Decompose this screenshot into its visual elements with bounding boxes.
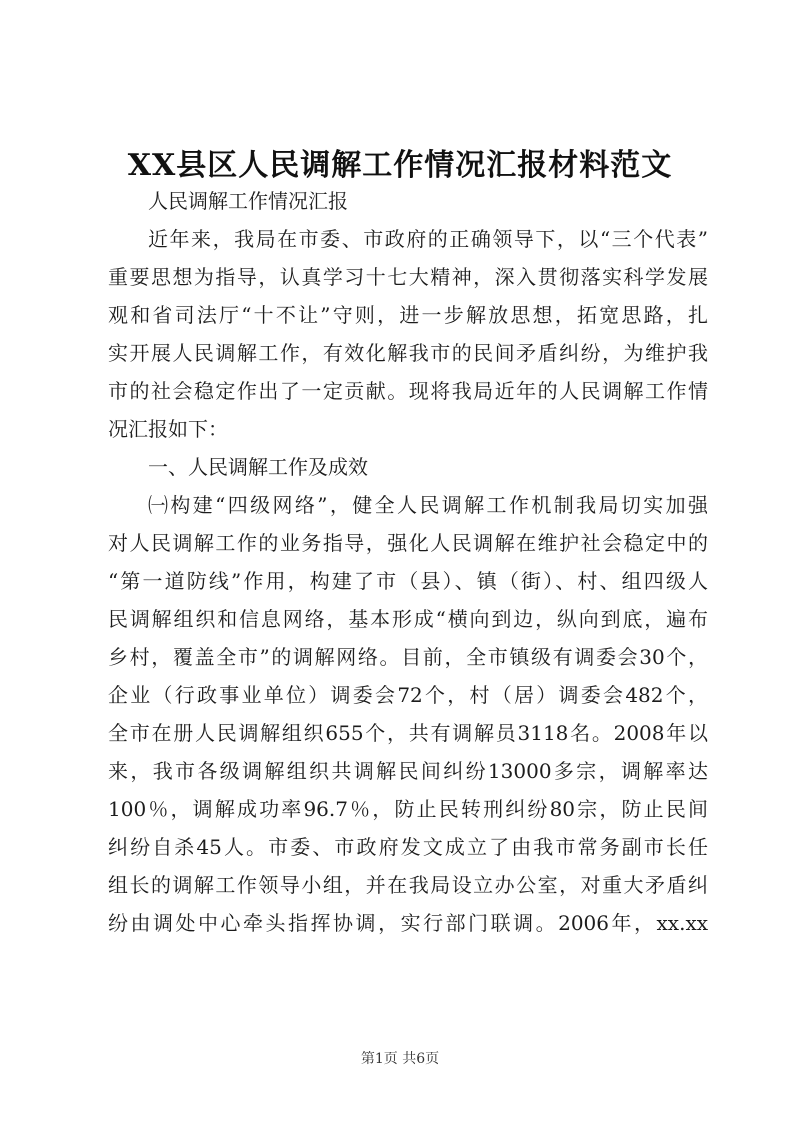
page-number-footer: 第1页 共6页 [360,1051,440,1067]
paragraph-line: ㈠构建“四级网络”，健全人民调解工作机制我局切实加强 [148,493,708,517]
paragraph-line: 纷由调处中心牵头指挥协调，实行部门联调。2006年，xx.xx [108,911,708,935]
paragraph-line: 实开展人民调解工作，有效化解我市的民间矛盾纠纷，为维护我 [108,341,708,365]
paragraph-line: 民调解组织和信息网络，基本形成“横向到边，纵向到底，遍布 [108,607,708,631]
document-body [108,182,708,942]
paragraph-line: 况汇报如下： [108,417,228,441]
paragraph-line: 对人民调解工作的业务指导，强化人民调解在维护社会稳定中的 [108,531,708,555]
document-title: XX县区人民调解工作情况汇报材料范文 [127,148,673,183]
paragraph-line: 纠纷自杀45人。市委、市政府发文成立了由我市常务副市长任 [108,835,708,859]
paragraph-line: 组长的调解工作领导小组，并在我局设立办公室，对重大矛盾纠 [108,873,708,897]
paragraph-line: 市的社会稳定作出了一定贡献。现将我局近年的人民调解工作情 [108,379,708,403]
paragraph-line: 乡村，覆盖全市”的调解网络。目前，全市镇级有调委会30个， [108,645,708,669]
subtitle-line: 人民调解工作情况汇报 [148,189,348,213]
section-heading: 一、人民调解工作及成效 [148,455,368,479]
paragraph-line: 企业（行政事业单位）调委会72个，村（居）调委会482个， [108,683,708,707]
paragraph-line: “第一道防线”作用，构建了市（县）、镇（街）、村、组四级人 [108,569,708,593]
paragraph-line: 近年来，我局在市委、市政府的正确领导下，以“三个代表” [148,227,708,251]
paragraph-line: 100％，调解成功率96.7％，防止民转刑纠纷80宗，防止民间 [108,797,708,821]
paragraph-line: 重要思想为指导，认真学习十七大精神，深入贯彻落实科学发展 [108,265,708,289]
paragraph-line: 来，我市各级调解组织共调解民间纠纷13000多宗，调解率达 [108,759,708,783]
paragraph-line: 全市在册人民调解组织655个，共有调解员3118名。2008年以 [108,721,708,745]
paragraph-line: 观和省司法厅“十不让”守则，进一步解放思想，拓宽思路，扎 [108,303,708,327]
